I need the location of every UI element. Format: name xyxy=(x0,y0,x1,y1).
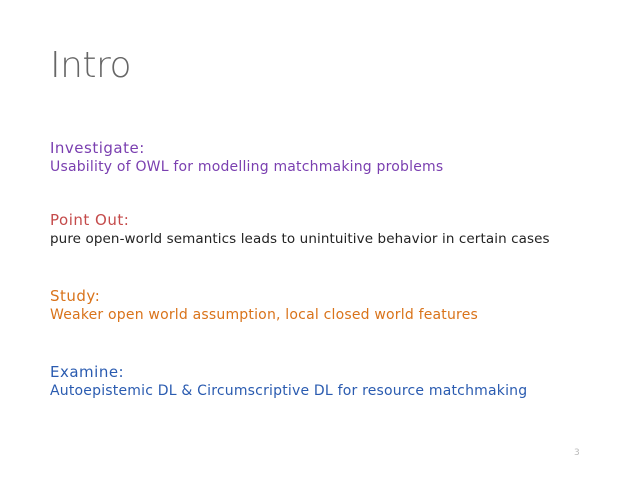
page-number: 3 xyxy=(574,448,580,458)
section-investigate xyxy=(50,139,638,177)
section-heading: Investigate: xyxy=(50,139,145,157)
section-body: Weaker open world assumption, local closed world features xyxy=(50,307,479,323)
section-body: Usability of OWL for modelling matchmaking problems xyxy=(50,159,444,175)
section-heading: Study: xyxy=(50,287,101,305)
section-body: Autoepistemic DL & Circumscriptive DL for resource matchmaking xyxy=(50,383,528,399)
section-body: pure open-world semantics leads to unintuitive behavior in certain cases xyxy=(50,231,550,247)
slide-title: Intro xyxy=(50,45,132,86)
section-point-out xyxy=(50,211,638,249)
section-heading: Point Out: xyxy=(50,211,130,229)
section-study xyxy=(50,287,638,325)
section-examine xyxy=(50,363,638,401)
section-heading: Examine: xyxy=(50,363,125,381)
